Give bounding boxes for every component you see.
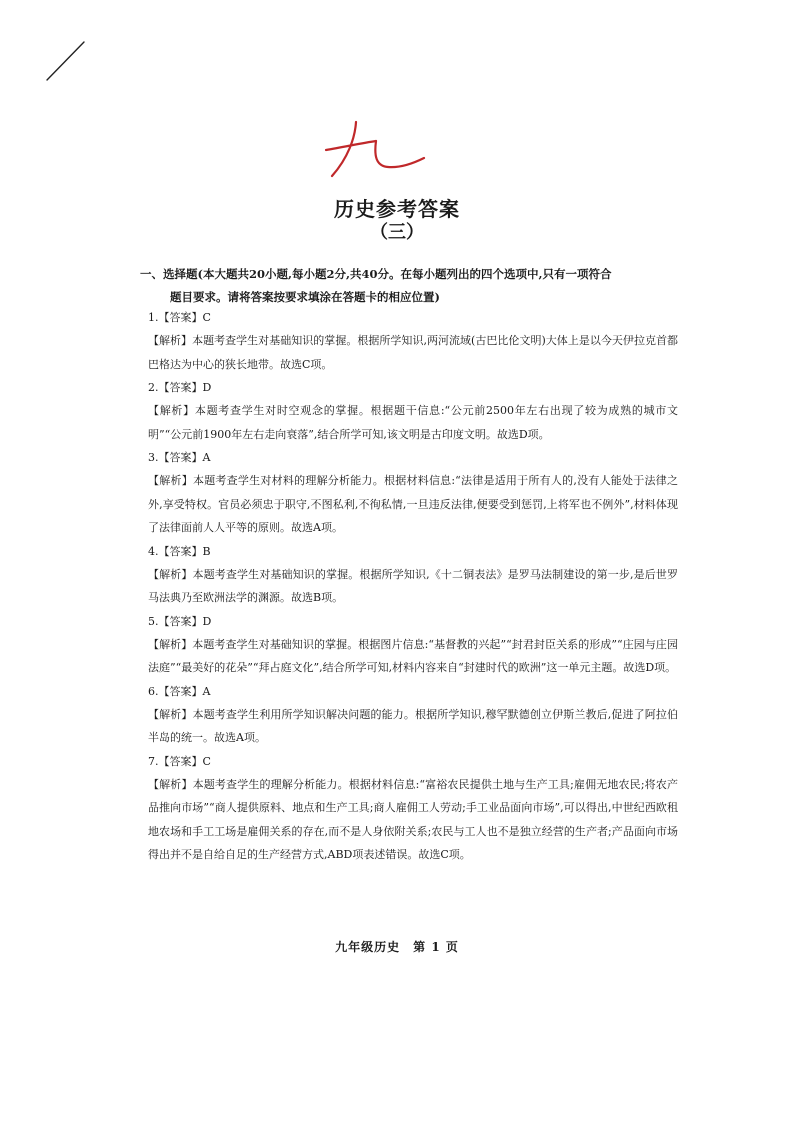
answer-item xyxy=(148,446,678,540)
handwritten-grade-mark xyxy=(318,118,430,182)
answer-item xyxy=(148,306,678,376)
answer-item xyxy=(148,610,678,680)
page-subtitle: （三） xyxy=(370,222,424,243)
answer-explanation: 【解析】本题考查学生对材料的理解分析能力。根据材料信息:“法律是适用于所有人的,没有人能处于法律之外,享受特权。官员必须忠于职守,不图私利,不徇私情,一旦违反法律,便要受到惩罚,上将军也不例外”,材料体现了法律面前人人平等的原则。故选A项。 xyxy=(148,474,678,534)
answer-item xyxy=(148,376,678,446)
answer-explanation: 【解析】本题考查学生利用所学知识解决问题的能力。根据所学知识,穆罕默德创立伊斯兰教后,促进了阿拉伯半岛的统一。故选A项。 xyxy=(148,707,678,744)
answer-key: 6.【答案】A xyxy=(148,684,211,698)
answer-key: 7.【答案】C xyxy=(148,754,211,768)
section-heading xyxy=(140,263,680,309)
answer-key: 2.【答案】D xyxy=(148,381,212,394)
page-title: 历史参考答案 xyxy=(334,197,460,221)
answer-item xyxy=(148,680,678,750)
answer-key: 5.【答案】D xyxy=(148,614,212,628)
section-heading-line-1: 一、选择题(本大题共20小题,每小题2分,共40分。在每小题列出的四个选项中,只有一项符合 xyxy=(140,267,612,281)
answer-item xyxy=(148,540,678,610)
answer-list xyxy=(148,306,678,867)
answer-item xyxy=(148,750,678,867)
page-footer: 九年级历史 第 1 页 xyxy=(335,940,459,954)
section-heading-line-2: 题目要求。请将答案按要求填涂在答题卡的相应位置) xyxy=(170,290,440,304)
answer-explanation: 【解析】本题考查学生对基础知识的掌握。根据所学知识,两河流域(古巴比伦文明)大体上是以今天伊拉克首都巴格达为中心的狭长地带。故选C项。 xyxy=(148,334,678,371)
answer-key: 1.【答案】C xyxy=(148,311,211,324)
answer-key: 4.【答案】B xyxy=(148,544,211,558)
answer-explanation: 【解析】本题考查学生的理解分析能力。根据材料信息:“富裕农民提供土地与生产工具;雇佣无地农民;将农产品推向市场”“商人提供原料、地点和生产工具;商人雇佣工人劳动;手工业品面向市场”,可以得出,中世纪西欧租地农场和手工工场是雇佣关系的存在,而不是人身依附关系;农民与工人也不是独立经营的生产者;产品面向市场得出并不是自给自足的生产经营方式,ABD项表述错误。故选C项。 xyxy=(148,777,678,861)
answer-explanation: 【解析】本题考查学生对基础知识的掌握。根据图片信息:“基督教的兴起”“封君封臣关系的形成”“庄园与庄园法庭”“最美好的花朵”“拜占庭文化”,结合所学可知,材料内容来自“封建时代的欧洲”这一单元主题。故选D项。 xyxy=(148,637,678,674)
answer-key: 3.【答案】A xyxy=(148,451,211,464)
answer-explanation: 【解析】本题考查学生对时空观念的掌握。根据题干信息:“公元前2500年左右出现了较为成熟的城市文明”“公元前1900年左右走向衰落”,结合所学可知,该文明是古印度文明。故选D项。 xyxy=(148,404,678,441)
answer-explanation: 【解析】本题考查学生对基础知识的掌握。根据所学知识,《十二铜表法》是罗马法制建设的第一步,是后世罗马法典乃至欧洲法学的渊源。故选B项。 xyxy=(148,567,678,604)
handwritten-stroke-mark xyxy=(44,40,90,82)
